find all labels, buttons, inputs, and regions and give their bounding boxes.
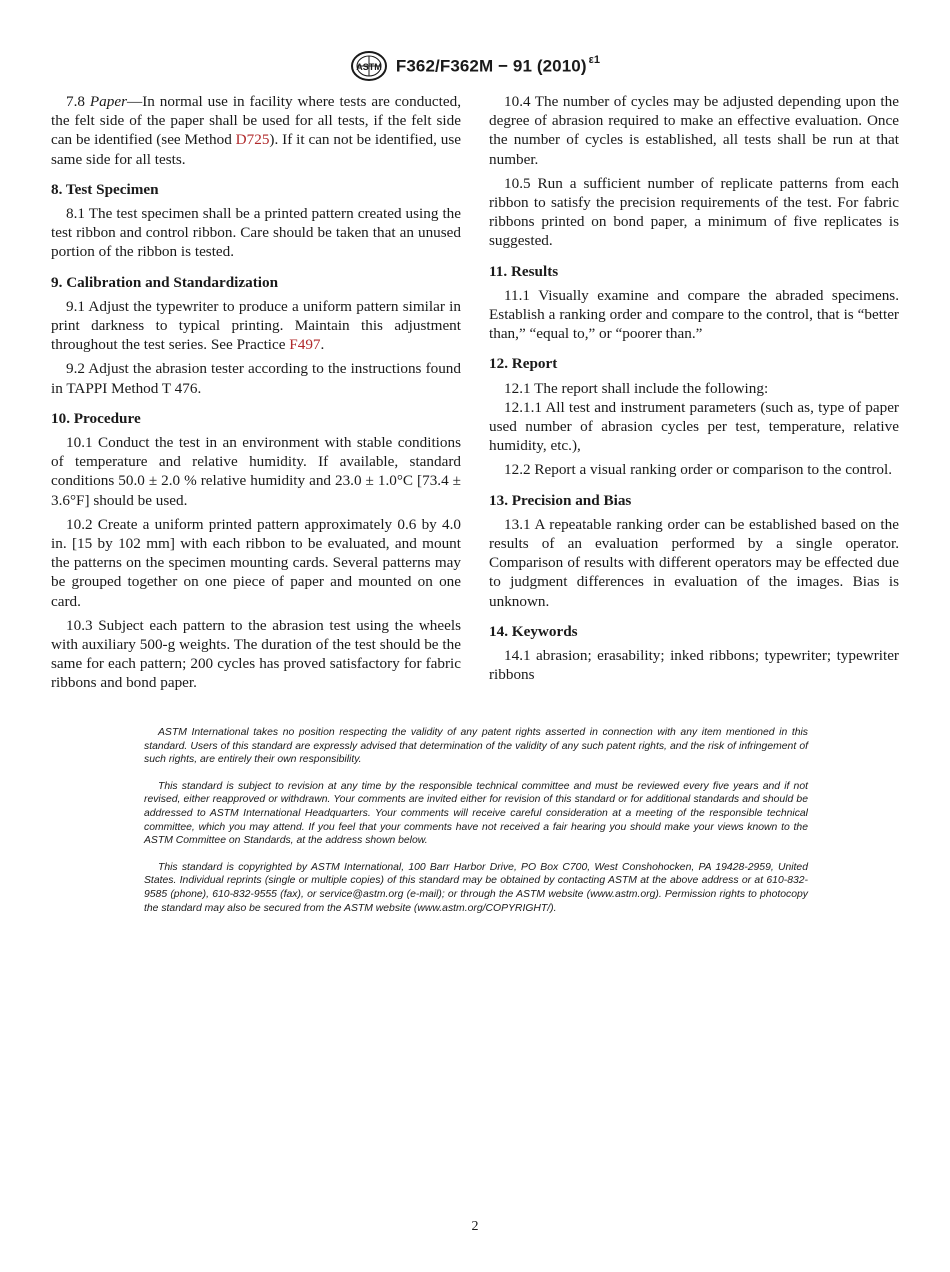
epsilon-superscript: ε1 [588,53,601,66]
paragraph-8-1: 8.1 The test specimen shall be a printed pattern created using the test ribbon and control ribbon. Care should be taken that an unused portion of the ribbon is tested. [51,205,461,261]
page-header [0,50,950,84]
paragraph-12-2: 12.2 Report a visual ranking order or comparison to the control. [504,461,893,479]
link-d725[interactable]: D725 [235,131,270,149]
link-f497[interactable]: F497 [289,336,321,354]
paragraph-11-1: 11.1 Visually examine and compare the abraded specimens. Establish a ranking order and compare to the control, that is “better than,” “equal to,” or “poorer than.” [489,286,899,343]
paragraph-13-1: 13.1 A repeatable ranking order can be established based on the results of an evaluation performed by a single operator. Comparison of results with different operators may be effected due to judgment differences in evaluation of the images. Bias is unknown. [489,515,899,610]
footer-patent-notice: ASTM International takes no position respecting the validity of any patent rights asserted in connection with any item mentioned in this standard. Users of this standard are expressly advised that determination of the validity of any such patent rights, and the risk of infringement of such rights, are entirely their own responsibility. [144,727,808,766]
document-designation: F362/F362M − 91 (2010) $^{\varepsilon 1}$ [395,53,601,76]
section-13-heading: 13. Precision and Bias [489,491,632,509]
paragraph-12-1-1: 12.1.1 All test and instrument parameters (such as, type of paper used number of abrasion cycles per test, temperature, relative humidity, etc.), [489,398,899,455]
right-column [489,92,899,689]
paragraph-9-2: 9.2 Adjust the abrasion tester according to the instructions found in TAPPI Method T 476. [51,360,461,397]
footer-revision-notice: This standard is subject to revision at any time by the responsible technical committee and must be reviewed every five years and if not revised, either reapproved or withdrawn. Your comments are invited either for revision of this standard or for additional standards and should be addressed to ASTM International Headquarters. Your comments will receive careful consideration at a meeting of the responsible technical committee, which you may attend. If you feel that your comments have not received a fair hearing you should make your views known to the ASTM Committee on Standards, at the address shown below. [144,780,808,847]
paragraph-7-8: 7.8 Paper—In normal use in facility where tests are conducted, the felt side of the paper shall be used for all tests, if the felt side can be identified (see Method D725). If it can not be identified, use same side for all tests. [51,93,462,168]
section-8-heading: 8. Test Specimen [51,180,159,198]
paragraph-12-1: 12.1 The report shall include the following: [504,379,769,397]
footer-copyright-notice: This standard is copyrighted by ASTM International, 100 Barr Harbor Drive, PO Box C700, West Conshohocken, PA 19428-2959, United States. Individual reprints (single or multiple copies) of this standard may be obtained by contacting ASTM at the above address or at 610-832-9585 (phone), 610-832-9555 (fax), or service@astm.org (e-mail); or through the ASTM website (www.astm.org). Permission rights to photocopy the standard may also be secured from the ASTM website (www.astm.org/COPYRIGHT/). [144,861,808,914]
astm-logo-icon [350,50,388,82]
section-9-heading: 9. Calibration and Standardization [51,273,279,291]
section-12-heading: 12. Report [489,355,558,373]
logo-label: ASTM [356,62,382,72]
section-10-heading: 10. Procedure [51,409,141,427]
paragraph-10-5: 10.5 Run a sufficient number of replicate patterns from each ribbon to satisfy the precision requirements of the test. For fabric ribbons printed on bond paper, a minimum of five replicates is suggested. [489,174,899,250]
paragraph-14-1: 14.1 abrasion; erasability; inked ribbons; typewriter; typewriter ribbons [489,647,899,684]
paragraph-9-1: 9.1 Adjust the typewriter to produce a uniform pattern similar in print darkness to typical printing. Maintain this adjustment throughout the test series. See Practice F497. [51,297,461,354]
paragraph-10-3: 10.3 Subject each pattern to the abrasion test using the wheels with auxiliary 500-g weights. The duration of the test should be the same for each pattern; 200 cycles has proved satisfactory for fabric ribbons and bond paper. [51,616,461,692]
left-column [51,92,461,698]
legal-footer [144,726,808,928]
section-14-heading: 14. Keywords [489,622,578,640]
paragraph-10-2: 10.2 Create a uniform printed pattern approximately 0.6 by 4.0 in. [15 by 102 mm] with each ribbon to be evaluated, and mount the patterns on the specimen mounting cards. Several patterns may be grouped together on one piece of paper and mounted on one card. [51,515,461,610]
page-number: 2 [471,1219,479,1234]
paragraph-10-1: 10.1 Conduct the test in an environment with stable conditions of temperature and relative humidity. If available, standard conditions 50.0 ± 2.0 % relative humidity and 23.0 ± 1.0°C [73.4 ± 3.6°F] should be used. [51,434,461,509]
paragraph-10-4: 10.4 The number of cycles may be adjusted depending upon the degree of abrasion required to make an effective evaluation. Once the number of cycles is established, all tests shall be run at that number. [489,93,899,168]
section-11-heading: 11. Results [489,262,559,280]
